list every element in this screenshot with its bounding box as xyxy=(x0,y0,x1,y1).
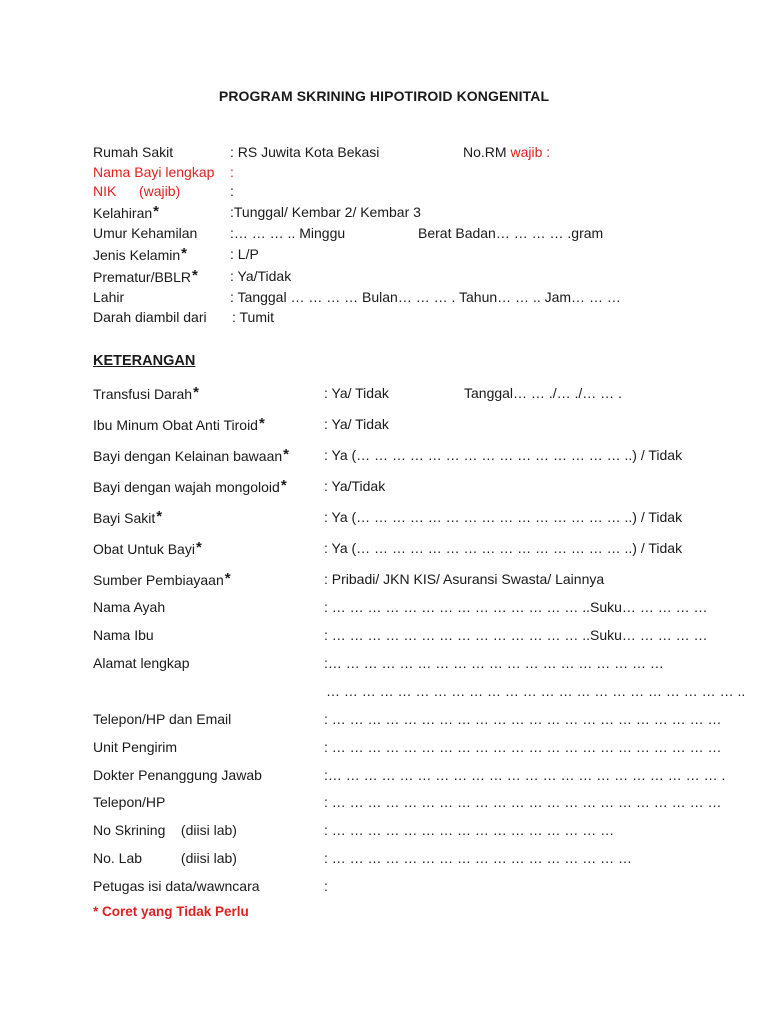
kelainan-label: Bayi dengan Kelainan bawaan xyxy=(93,448,283,464)
no-skrining-row xyxy=(93,821,615,839)
telepon-email-value: : … … … … … … … … … … … … … … … … … … … … … … xyxy=(324,711,722,727)
nama-ayah-label: Nama Ayah xyxy=(93,599,166,615)
kelahiran-value: :Tunggal/ Kembar 2/ Kembar 3 xyxy=(230,204,421,220)
required-star: * xyxy=(195,539,202,556)
unit-pengirim-value: : … … … … … … … … … … … … … … … … … … … … … … xyxy=(324,739,722,755)
no-rm-label xyxy=(463,143,550,161)
required-star: * xyxy=(280,477,287,494)
mongoloid-label: Bayi dengan wajah mongoloid xyxy=(93,479,280,495)
dokter-row xyxy=(93,766,726,784)
nik-wajib: (wajib) xyxy=(139,183,181,199)
no-rm-colon: : xyxy=(546,144,551,160)
required-star: * xyxy=(153,203,159,220)
umur-kehamilan-label: Umur Kehamilan xyxy=(93,225,198,241)
jenis-kelamin-row xyxy=(93,245,259,264)
alamat-value: :… … … … … … … … … … … … … … … … … … … xyxy=(324,655,664,671)
transfusi-label: Transfusi Darah xyxy=(93,386,193,402)
required-star: * xyxy=(224,570,231,587)
nik-row xyxy=(93,182,234,200)
alamat-label: Alamat lengkap xyxy=(93,655,190,671)
kelahiran-label: Kelahiran xyxy=(93,205,153,221)
lahir-value: : Tanggal … … … … Bulan… … … . Tahun… … .. Jam… … … xyxy=(230,289,621,305)
required-star: * xyxy=(181,245,187,262)
required-star: * xyxy=(192,267,198,284)
nama-ibu-label: Nama Ibu xyxy=(93,627,154,643)
required-star: * xyxy=(156,508,163,525)
ibu-obat-value: : Ya/ Tidak xyxy=(324,416,389,432)
rumah-sakit-label: Rumah Sakit xyxy=(93,144,174,160)
no-rm-text: No.RM xyxy=(463,144,507,160)
required-star: * xyxy=(258,415,265,432)
prematur-row xyxy=(93,267,292,286)
footer-note: * Coret yang Tidak Perlu xyxy=(93,904,249,919)
kelainan-value: : Ya (… … … … … … … … … … … … … … … ..) / Tidak xyxy=(324,447,683,463)
jenis-kelamin-value: : L/P xyxy=(230,246,259,262)
dokter-label: Dokter Penanggung Jawab xyxy=(93,767,262,783)
no-skrining-label: No Skrining (diisi lab) xyxy=(93,822,237,838)
lahir-row xyxy=(93,288,621,306)
alamat-value-2: … … … … … … … … … … … … … … … … … … … … … … … .. xyxy=(326,683,746,699)
alamat-row xyxy=(93,654,664,672)
keterangan-heading: KETERANGAN xyxy=(93,353,196,369)
bayi-sakit-value: : Ya (… … … … … … … … … … … … … … … ..) / Tidak xyxy=(324,509,683,525)
rumah-sakit-row xyxy=(93,143,551,161)
mongoloid-row xyxy=(93,477,386,496)
form-title: PROGRAM SKRINING HIPOTIROID KONGENITAL xyxy=(218,88,550,104)
nama-bayi-row xyxy=(93,163,234,181)
rumah-sakit-value: : RS Juwita Kota Bekasi xyxy=(230,144,380,160)
mongoloid-value: : Ya/Tidak xyxy=(324,478,386,494)
bayi-sakit-row xyxy=(93,508,683,527)
dokter-value: :… … … … … … … … … … … … … … … … … … … … … … . xyxy=(324,767,726,783)
petugas-value: : xyxy=(324,878,328,894)
transfusi-value: : Ya/ Tidak xyxy=(324,385,389,401)
prematur-value: : Ya/Tidak xyxy=(230,268,292,284)
darah-label: Darah diambil dari xyxy=(93,309,207,325)
pembiayaan-value: : Pribadi/ JKN KIS/ Asuransi Swasta/ Lainnya xyxy=(324,571,605,587)
pembiayaan-row xyxy=(93,570,605,589)
ibu-obat-label: Ibu Minum Obat Anti Tiroid xyxy=(93,417,258,433)
pembiayaan-label: Sumber Pembiayaan xyxy=(93,572,224,588)
unit-pengirim-row xyxy=(93,738,722,756)
telepon-email-row xyxy=(93,710,722,728)
no-lab-row xyxy=(93,849,633,867)
nik-label: NIK xyxy=(93,183,117,199)
unit-pengirim-label: Unit Pengirim xyxy=(93,739,178,755)
bayi-sakit-label: Bayi Sakit xyxy=(93,510,156,526)
obat-bayi-row xyxy=(93,539,683,558)
no-skrining-value: : … … … … … … … … … … … … … … … … xyxy=(324,822,615,838)
transfusi-tanggal: Tanggal… … ./… ./… … . xyxy=(464,385,622,401)
nik-colon: : xyxy=(230,183,234,199)
nama-ibu-row xyxy=(93,626,708,644)
ibu-obat-row xyxy=(93,415,389,434)
telepon-email-label: Telepon/HP dan Email xyxy=(93,711,232,727)
required-star: * xyxy=(193,384,199,401)
nama-ibu-value: : … … … … … … … … … … … … … … ..Suku… … … … … xyxy=(324,627,708,643)
obat-bayi-label: Obat Untuk Bayi xyxy=(93,541,195,557)
nama-ayah-row xyxy=(93,598,708,616)
umur-kehamilan-value: :… … … .. Minggu xyxy=(230,225,346,241)
prematur-label: Prematur/BBLR xyxy=(93,269,192,285)
berat-badan-value: Berat Badan… … … … .gram xyxy=(418,225,604,241)
nama-bayi-label: Nama Bayi lengkap xyxy=(93,164,215,180)
nama-ayah-value: : … … … … … … … … … … … … … … ..Suku… … … … … xyxy=(324,599,708,615)
petugas-label: Petugas isi data/wawncara xyxy=(93,878,260,894)
telepon-value: : … … … … … … … … … … … … … … … … … … … … … … xyxy=(324,794,722,810)
telepon-label: Telepon/HP xyxy=(93,794,166,810)
darah-row xyxy=(93,308,275,326)
lahir-label: Lahir xyxy=(93,289,125,305)
no-lab-value: : … … … … … … … … … … … … … … … … … xyxy=(324,850,633,866)
jenis-kelamin-label: Jenis Kelamin xyxy=(93,247,181,263)
kelahiran-row xyxy=(93,203,421,222)
nama-bayi-colon: : xyxy=(230,164,234,180)
obat-bayi-value: : Ya (… … … … … … … … … … … … … … … ..) / Tidak xyxy=(324,540,683,556)
no-rm-wajib: wajib xyxy=(510,144,543,160)
kelainan-row xyxy=(93,446,683,465)
required-star: * xyxy=(283,446,289,463)
darah-value: : Tumit xyxy=(232,309,275,325)
transfusi-row xyxy=(93,384,622,403)
umur-kehamilan-row xyxy=(93,224,604,242)
petugas-row xyxy=(93,877,328,895)
no-lab-label: No. Lab (diisi lab) xyxy=(93,850,237,866)
telepon-row xyxy=(93,793,722,811)
